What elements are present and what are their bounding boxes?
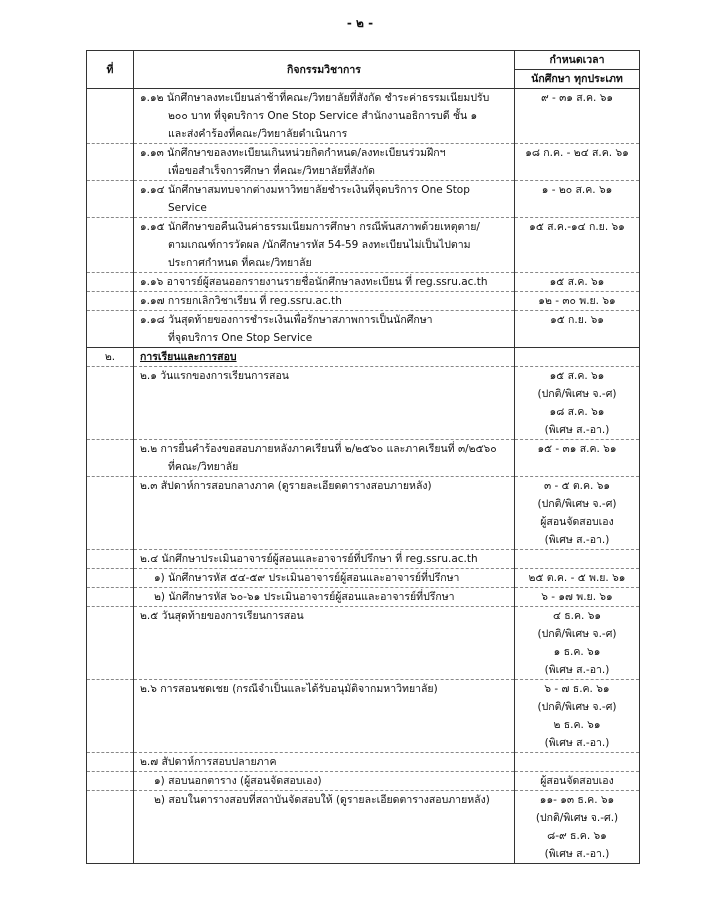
row-number bbox=[87, 144, 134, 181]
table-row bbox=[87, 477, 640, 550]
schedule-time-cell bbox=[515, 791, 640, 864]
schedule-time-cell bbox=[515, 367, 640, 440]
activity-line: ๒.๗ สัปดาห์การสอบปลายภาค bbox=[140, 756, 277, 768]
activity-cell bbox=[134, 588, 515, 607]
table-row bbox=[87, 680, 640, 753]
activity-line: ๑.๑๓ นักศึกษาขอลงทะเบียนเกินหน่วยกิตกำหนด/ลงทะเบียนร่วมฝึกฯ bbox=[140, 147, 446, 159]
schedule-time: (ปกติ/พิเศษ จ.-ศ.) bbox=[535, 812, 619, 824]
schedule-time: ๖ - ๑๗ พ.ย. ๖๑ bbox=[541, 591, 613, 603]
schedule-time: ๑๘ ก.ค. - ๒๔ ส.ค. ๖๑ bbox=[525, 147, 629, 159]
schedule-time-cell bbox=[515, 772, 640, 791]
activity-line: ที่คณะ/วิทยาลัย bbox=[168, 461, 239, 473]
activity-cell bbox=[134, 367, 515, 440]
activity-cell bbox=[134, 753, 515, 772]
activity-line: ที่จุดบริการ One Stop Service bbox=[168, 332, 313, 344]
row-number bbox=[87, 181, 134, 218]
table-row bbox=[87, 588, 640, 607]
row-number: ๒. bbox=[87, 348, 134, 367]
schedule-time: ๒๕ ต.ค. - ๕ พ.ย. ๖๑ bbox=[528, 572, 626, 584]
schedule-time: ๒ ธ.ค. ๖๑ bbox=[553, 719, 601, 731]
activity-cell bbox=[134, 292, 515, 311]
schedule-time-cell bbox=[515, 753, 640, 772]
schedule-time: ๙ - ๓๑ ส.ค. ๖๑ bbox=[540, 92, 614, 104]
table-row bbox=[87, 273, 640, 292]
table-body bbox=[87, 89, 640, 864]
activity-cell bbox=[134, 311, 515, 348]
schedule-time-cell bbox=[515, 144, 640, 181]
activity-line: ๑.๑๒ นักศึกษาลงทะเบียนล่าช้าที่คณะ/วิทยาลัยที่สังกัด ชำระค่าธรรมเนียมปรับ bbox=[140, 92, 490, 104]
activity-line: ๒.๑ วันแรกของการเรียนการสอน bbox=[140, 370, 289, 382]
activity-line: ๑.๑๕ นักศึกษาขอคืนเงินค่าธรรมเนียมการศึกษา กรณีพ้นสภาพด้วยเหตุตาย/ bbox=[140, 221, 480, 233]
schedule-time-cell bbox=[515, 273, 640, 292]
row-number bbox=[87, 772, 134, 791]
table-row bbox=[87, 569, 640, 588]
schedule-time: ๑๕ ส.ค. ๖๑ bbox=[549, 276, 605, 288]
row-number bbox=[87, 273, 134, 292]
schedule-time: ๔ ธ.ค. ๖๑ bbox=[552, 610, 602, 622]
schedule-time: ผู้สอนจัดสอบเอง bbox=[540, 516, 614, 528]
schedule-time-cell bbox=[515, 440, 640, 477]
activity-cell bbox=[134, 218, 515, 273]
table-row bbox=[87, 144, 640, 181]
schedule-time-cell bbox=[515, 569, 640, 588]
row-number bbox=[87, 607, 134, 680]
activity-cell bbox=[134, 144, 515, 181]
activity-line: ๑) นักศึกษารหัส ๕๔-๕๙ ประเมินอาจารย์ผู้สอนและอาจารย์ที่ปรึกษา bbox=[154, 572, 460, 584]
activity-line: ตามเกณฑ์การวัดผล /นักศึกษารหัส 54-59 ลงทะเบียนไม่เป็นไปตาม bbox=[168, 239, 471, 251]
row-number bbox=[87, 569, 134, 588]
header-activity: กิจกรรมวิชาการ bbox=[134, 51, 515, 89]
schedule-time: ๑๒ - ๓๐ พ.ย. ๖๑ bbox=[538, 295, 616, 307]
activity-line: ๒.๖ การสอนชดเชย (กรณีจำเป็นและได้รับอนุมัติจากมหาวิทยาลัย) bbox=[140, 683, 438, 695]
activity-line: ๒) สอบในตารางสอบที่สถาบันจัดสอบให้ (ดูรายละเอียดตารางสอบภายหลัง) bbox=[154, 794, 490, 806]
table-row bbox=[87, 367, 640, 440]
schedule-time: (พิเศษ ส.-อา.) bbox=[544, 424, 610, 436]
table-row bbox=[87, 550, 640, 569]
schedule-time bbox=[521, 753, 633, 771]
schedule-time: (ปกติ/พิเศษ จ.-ศ) bbox=[537, 628, 617, 640]
table-row bbox=[87, 89, 640, 144]
schedule-time: ๑ - ๒๐ ส.ค. ๖๑ bbox=[541, 184, 613, 196]
activity-line: Service bbox=[168, 202, 207, 214]
schedule-time-cell bbox=[515, 680, 640, 753]
schedule-time: ๑๕ ส.ค. ๖๑ bbox=[549, 370, 605, 382]
row-number bbox=[87, 311, 134, 348]
activity-line: ๒๐๐ บาท ที่จุดบริการ One Stop Service สำนักงานอธิการบดี ชั้น ๑ bbox=[168, 110, 478, 122]
schedule-time: (ปกติ/พิเศษ จ.-ศ) bbox=[537, 388, 617, 400]
row-number bbox=[87, 89, 134, 144]
activity-cell bbox=[134, 772, 515, 791]
activity-cell bbox=[134, 569, 515, 588]
activity-cell bbox=[134, 680, 515, 753]
schedule-time-cell bbox=[515, 181, 640, 218]
header-time: กำหนดเวลา bbox=[515, 51, 640, 70]
table-row bbox=[87, 607, 640, 680]
schedule-time-cell bbox=[515, 588, 640, 607]
table-row bbox=[87, 292, 640, 311]
row-number bbox=[87, 680, 134, 753]
row-number bbox=[87, 550, 134, 569]
schedule-time-cell bbox=[515, 311, 640, 348]
activity-line: และส่งคำร้องที่คณะ/วิทยาลัยดำเนินการ bbox=[168, 128, 348, 140]
activity-line: ๒.๕ วันสุดท้ายของการเรียนการสอน bbox=[140, 610, 304, 622]
activity-cell bbox=[134, 607, 515, 680]
table-header bbox=[87, 51, 640, 89]
schedule-time: ๑๕ ส.ค.-๑๔ ก.ย. ๖๑ bbox=[529, 221, 625, 233]
schedule-time: ๑๑- ๑๓ ธ.ค. ๖๑ bbox=[539, 794, 615, 806]
activity-cell bbox=[134, 273, 515, 292]
activity-cell bbox=[134, 89, 515, 144]
schedule-time: (พิเศษ ส.-อา.) bbox=[544, 534, 610, 546]
table-row bbox=[87, 218, 640, 273]
activity-line: ๒.๔ นักศึกษาประเมินอาจารย์ผู้สอนและอาจารย์ที่ปรึกษา ที่ reg.ssru.ac.th bbox=[140, 553, 478, 565]
activity-line: ประกาศกำหนด ที่คณะ/วิทยาลัย bbox=[168, 257, 312, 269]
row-number bbox=[87, 791, 134, 864]
activity-line: ๒.๒ การยื่นคำร้องขอสอบภายหลังภาคเรียนที่ ๒/๒๕๖๐ และภาคเรียนที่ ๓/๒๕๖๐ bbox=[140, 443, 497, 455]
row-number bbox=[87, 477, 134, 550]
table-row bbox=[87, 753, 640, 772]
schedule-time: ๑๕ - ๓๑ ส.ค. ๖๑ bbox=[537, 443, 617, 455]
schedule-time: (ปกติ/พิเศษ จ.-ศ) bbox=[537, 498, 617, 510]
row-number bbox=[87, 440, 134, 477]
schedule-time-cell bbox=[515, 218, 640, 273]
table-row bbox=[87, 348, 640, 367]
schedule-time: (ปกติ/พิเศษ จ.-ศ) bbox=[537, 701, 617, 713]
schedule-time-cell bbox=[515, 348, 640, 367]
schedule-time bbox=[521, 348, 633, 366]
schedule-time: (พิเศษ ส.-อา.) bbox=[544, 848, 610, 860]
activity-cell bbox=[134, 440, 515, 477]
schedule-time: ๑๕ ก.ย. ๖๑ bbox=[550, 314, 604, 326]
row-number bbox=[87, 367, 134, 440]
schedule-time-cell bbox=[515, 89, 640, 144]
activity-line: ๑.๑๔ นักศึกษาสมทบจากต่างมหาวิทยาลัยชำระเงินที่จุดบริการ One Stop bbox=[140, 184, 470, 196]
schedule-time-cell bbox=[515, 550, 640, 569]
table-row bbox=[87, 772, 640, 791]
row-number bbox=[87, 588, 134, 607]
schedule-time: ๘-๙ ธ.ค. ๖๑ bbox=[547, 830, 607, 842]
activity-cell bbox=[134, 348, 515, 367]
section-title: การเรียนและการสอบ bbox=[140, 351, 237, 363]
schedule-time bbox=[521, 550, 633, 568]
academic-schedule-table bbox=[86, 50, 640, 864]
schedule-time: ผู้สอนจัดสอบเอง bbox=[540, 775, 614, 787]
row-number bbox=[87, 218, 134, 273]
schedule-time-cell bbox=[515, 477, 640, 550]
row-number bbox=[87, 292, 134, 311]
table-row bbox=[87, 181, 640, 218]
table-row bbox=[87, 311, 640, 348]
activity-line: ๑) สอบนอกตาราง (ผู้สอนจัดสอบเอง) bbox=[154, 775, 322, 787]
schedule-time: ๑ ธ.ค. ๖๑ bbox=[553, 646, 601, 658]
table-row bbox=[87, 791, 640, 864]
schedule-time: ๑๘ ส.ค. ๖๑ bbox=[549, 406, 605, 418]
schedule-time-cell bbox=[515, 607, 640, 680]
schedule-time: (พิเศษ ส.-อา.) bbox=[544, 737, 610, 749]
activity-line: ๑.๑๗ การยกเลิกวิชาเรียน ที่ reg.ssru.ac.th bbox=[140, 295, 342, 307]
schedule-time: (พิเศษ ส.-อา.) bbox=[544, 664, 610, 676]
activity-cell bbox=[134, 477, 515, 550]
activity-line: ๒.๓ สัปดาห์การสอบกลางภาค (ดูรายละเอียดตารางสอบภายหลัง) bbox=[140, 480, 432, 492]
header-time-sub: นักศึกษา ทุกประเภท bbox=[515, 70, 640, 89]
table-row bbox=[87, 440, 640, 477]
activity-cell bbox=[134, 791, 515, 864]
activity-line: ๑.๑๘ วันสุดท้ายของการชำระเงินเพื่อรักษาสภาพการเป็นนักศึกษา bbox=[140, 314, 433, 326]
activity-cell bbox=[134, 550, 515, 569]
page-number: - ๒ - bbox=[346, 16, 374, 30]
schedule-time: ๖ - ๗ ธ.ค. ๖๑ bbox=[544, 683, 610, 695]
header-no: ที่ bbox=[87, 51, 134, 89]
activity-line: ๑.๑๖ อาจารย์ผู้สอนออกรายงานรายชื่อนักศึกษาลงทะเบียน ที่ reg.ssru.ac.th bbox=[140, 276, 488, 288]
schedule-time: ๓ - ๕ ต.ค. ๖๑ bbox=[543, 480, 611, 492]
row-number bbox=[87, 753, 134, 772]
activity-line: เพื่อขอสำเร็จการศึกษา ที่คณะ/วิทยาลัยที่สังกัด bbox=[168, 165, 376, 177]
activity-cell bbox=[134, 181, 515, 218]
schedule-time-cell bbox=[515, 292, 640, 311]
activity-line: ๒) นักศึกษารหัส ๖๐-๖๑ ประเมินอาจารย์ผู้สอนและอาจารย์ที่ปรึกษา bbox=[154, 591, 455, 603]
